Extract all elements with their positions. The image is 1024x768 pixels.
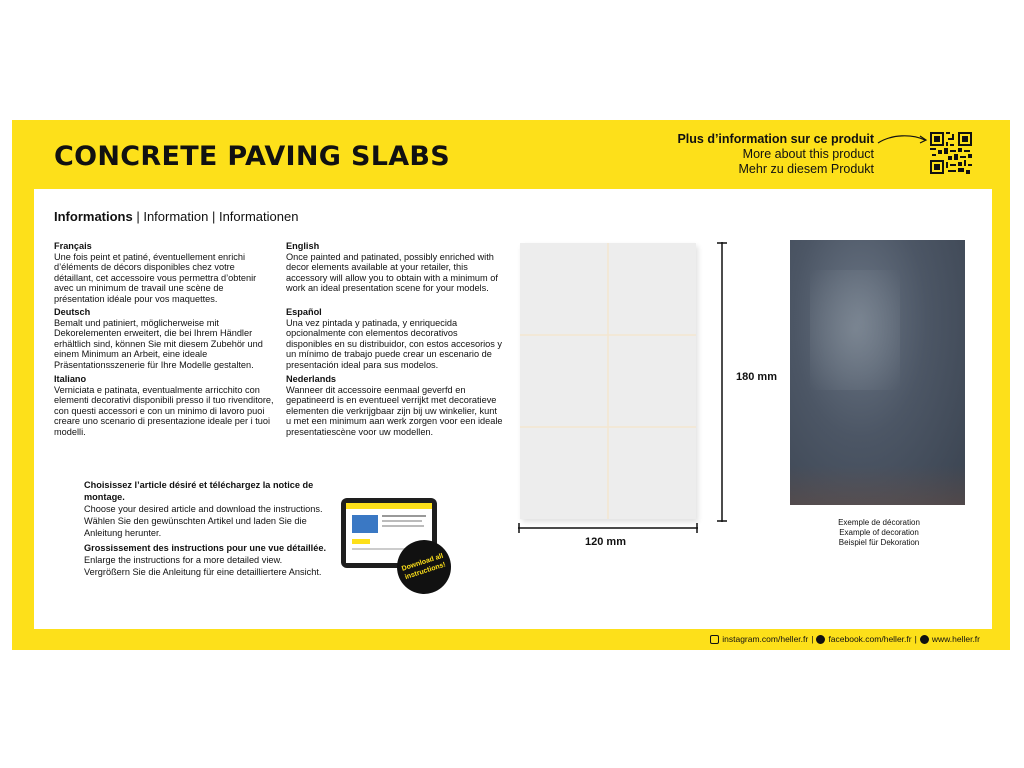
instagram-icon — [710, 635, 719, 644]
more-info-de: Mehr zu diesem Produkt — [738, 162, 874, 176]
lang-name: English — [286, 241, 320, 251]
decoration-caption — [790, 518, 968, 548]
dl-line1-de: Wählen Sie den gewünschten Artikel und laden Sie die Anleitung herunter. — [84, 516, 307, 538]
download-badge-label: Download all instructions! — [400, 552, 447, 582]
lang-text: Une fois peint et patiné, éventuellement enrichi d’éléments de décors disponibles chez votre détaillant, cet accessoire vous permettra d’obtenir avec un minimum de travail une scène de présentation idéale pour vos maquettes. — [54, 251, 257, 304]
lang-block-es — [286, 307, 504, 371]
footer-separator: | — [914, 634, 917, 644]
lang-text: Bemalt und patiniert, möglicherweise mit Dekorelementen erweitert, die bei Ihrem Händler erhältlich sind, können Sie mit diesem Zubehör und einem Minimum an Arbeit, eine ideale Präsentationsszenerie für Ihre Modelle gestalten. — [54, 317, 263, 370]
lang-block-en — [286, 241, 504, 294]
lang-block-nl — [286, 374, 504, 438]
width-label: 120 mm — [585, 536, 626, 548]
lang-text: Una vez pintada y patinada, y enriquecida opcionalmente con elementos decorativos disponibles en su distribuidor, con estos accesorios y un mínimo de trabajo puede crear un escenario de presentación ideal para sus modelos. — [286, 317, 503, 370]
deco-caption-fr: Exemple de décoration — [838, 518, 920, 527]
arrow-icon — [877, 133, 929, 147]
lang-text: Wanneer dit accessoire eenmaal geverfd en gepatineerd is en eventueel verrijkt met decoratieve elementen die verkrijgbaar zijn bij uw winkelier, kunt u met een minimum aan werk zorgen voor een ideale presentatiescène voor uw modellen. — [286, 384, 503, 437]
facebook-icon — [816, 635, 825, 644]
dl-line2-en: Enlarge the instructions for a more detailed view. — [84, 555, 283, 565]
qr-code-icon[interactable] — [930, 132, 972, 174]
decoration-example-image — [790, 240, 965, 505]
more-info-link[interactable] — [677, 132, 874, 177]
lang-text: Verniciata e patinata, eventualmente arricchito con elementi decorativi disponibili presso il tuo rivenditore, con questi accessori e con un minimo di lavoro puoi creare uno scenario di presentazione ideale per i tuoi modelli. — [54, 384, 274, 437]
lang-name: Español — [286, 307, 322, 317]
lang-name: Français — [54, 241, 92, 251]
dl-line1-fr: Choisissez l’article désiré et téléchargez la notice de montage. — [84, 480, 314, 502]
lang-block-fr — [54, 241, 276, 305]
deco-caption-de: Beispiel für Dekoration — [838, 538, 920, 547]
more-info-fr: Plus d’information sur ce produit — [677, 132, 874, 146]
height-label: 180 mm — [736, 371, 777, 383]
informations-heading-bold: Informations — [54, 209, 133, 224]
informations-heading — [54, 209, 298, 224]
footer-links — [710, 634, 980, 644]
lang-block-de — [54, 307, 276, 371]
width-dimension-line — [518, 522, 698, 534]
dl-line2-de: Vergrößern Sie die Anleitung für eine detailliertere Ansicht. — [84, 567, 322, 577]
height-dimension-line — [715, 242, 729, 522]
dl-line2-fr: Grossissement des instructions pour une vue détaillée. — [84, 543, 327, 553]
facebook-link[interactable]: facebook.com/heller.fr — [828, 634, 912, 644]
footer-separator: | — [811, 634, 814, 644]
lang-text: Once painted and patinated, possibly enriched with decor elements available at your retailer, this accessory will allow you to obtain with a minimum of work an ideal presentation scene for your models. — [286, 251, 498, 294]
download-instructions — [84, 479, 340, 578]
web-link[interactable]: www.heller.fr — [931, 634, 980, 644]
lang-name: Deutsch — [54, 307, 91, 317]
page-title: CONCRETE PAVING SLABS — [54, 141, 451, 172]
lang-block-it — [54, 374, 276, 438]
lang-name: Nederlands — [286, 374, 337, 384]
lang-name: Italiano — [54, 374, 87, 384]
paving-slab-image — [520, 243, 696, 519]
globe-icon — [920, 635, 929, 644]
dl-line1-en: Choose your desired article and download the instructions. — [84, 504, 323, 514]
more-info-en: More about this product — [742, 147, 874, 161]
informations-heading-rest: | Information | Informationen — [132, 209, 299, 224]
deco-caption-en: Example of decoration — [839, 528, 919, 537]
instagram-link[interactable]: instagram.com/heller.fr — [722, 634, 809, 644]
